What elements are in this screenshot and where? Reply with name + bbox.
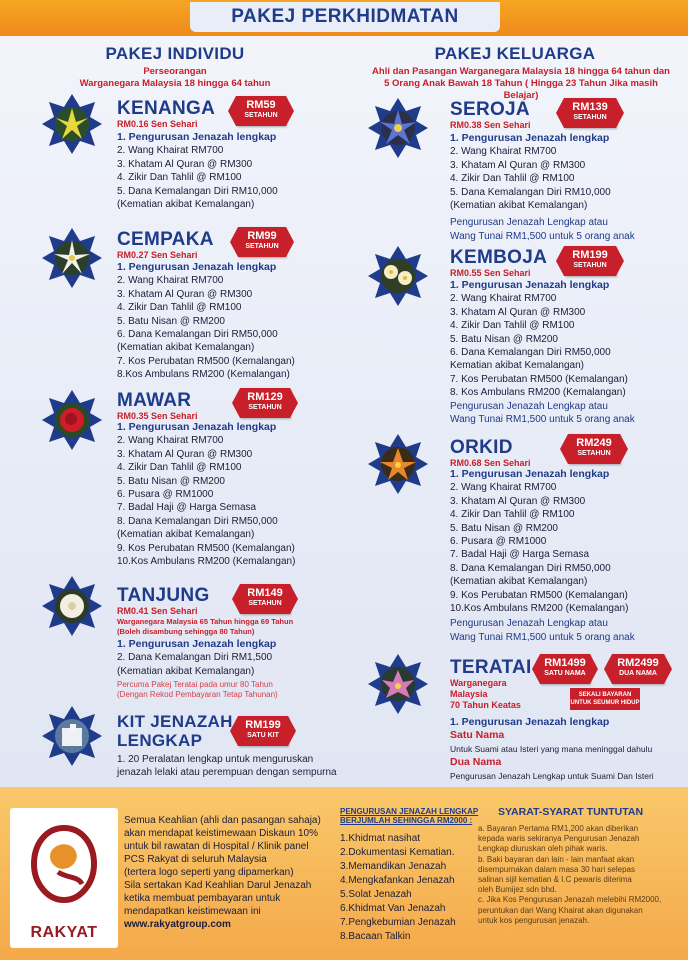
dua-nama-title: Dua Nama [450,756,502,769]
tanjung-period: SETAHUN [248,600,282,607]
logo-text: RAKYAT [30,924,98,941]
syarat-item: salinan sijil kematian & I.C pewaris diterima [478,875,632,885]
kemboja-price-ribbon [564,246,616,276]
syarat-item: oleh Bumijez sdn bhd. [478,885,557,895]
info-line: PCS Rakyat di seluruh Malaysia [124,854,267,865]
benefit-item: 1. Pengurusan Jenazah lengkap [117,421,277,433]
benefit-item: 7. Badal Haji @ Harga Semasa [450,549,590,561]
mawar-price-ribbon [240,388,290,418]
seroja-period: SETAHUN [573,114,607,121]
mawar-benefits [117,421,295,568]
info-line: ketika membuat pembayaran untuk [124,893,281,904]
benefit-item: (Kematian akibat Kemalangan) [117,665,255,677]
syarat-item: b. Baki bayaran dan lain - lain manfaat akan [478,854,635,864]
benefit-item: 6. Pusara @ RM1000 [117,489,214,501]
tanjung-benefits [117,638,276,678]
service-item: 8.Bacaan Talkin [340,931,411,942]
benefit-item: 1. 20 Peralatan lengkap untuk menguruskan [117,754,314,765]
benefit-item: 2. Wang Khairat RM700 [450,482,557,494]
tanjung-rate: RM0.41 Sen Sehari [117,606,198,616]
syarat-list [478,824,661,926]
benefit-item: 8. Kos Ambulans RM200 (Kemalangan) [450,387,626,399]
kit-price-ribbon [238,716,288,746]
teratai-price-dua: RM2499 [617,657,659,669]
syarat-item: c. Jika Kos Pengurusan Jenazah melebihi RM2000, [478,895,662,905]
benefit-item: 2. Wang Khairat RM700 [117,275,224,287]
service-item: 3.Memandikan Jenazah [340,861,447,872]
service-item: 5.Solat Jenazah [340,889,412,900]
service-item: 7.Pengkebumian Jenazah [340,917,456,928]
tanjung-flower-icon [40,574,104,638]
discount-info [124,814,321,931]
benefit-item: (Kematian akibat Kemalangan) [117,199,255,211]
benefit-item: 7. Kos Perubatan RM500 (Kemalangan) [450,373,628,385]
tanjung-eligibility: Warganegara Malaysia 65 Tahun hingga 69 Tahun [117,617,294,626]
seroja-benefits [450,132,635,243]
teratai-name: TERATAI [450,657,532,678]
alternative-option: Pengurusan Jenazah Lengkap atau [450,217,608,229]
individu-sub2: Warganegara Malaysia 18 hingga 64 tahun [79,78,271,89]
teratai-benefits [450,716,654,783]
benefit-item: 5. Dana Kemalangan Diri RM10,000 [117,185,278,197]
rakyat-logo [10,808,118,948]
website-link[interactable]: www.rakyatgroup.com [124,919,231,930]
kemboja-benefits [450,279,635,426]
kenanga-name: KENANGA [117,98,216,119]
benefit-item: 1. Pengurusan Jenazah lengkap [117,638,277,650]
orkid-rate: RM0.68 Sen Sehari [450,458,531,468]
kenanga-benefits [117,131,278,211]
teratai-period-dua: DUA NAMA [619,670,657,677]
benefit-item: 4. Zikir Dan Tahlil @ RM100 [450,509,575,521]
satu-nama-text: Untuk Suami atau Isteri yang mana meninggal dahulu [450,743,653,754]
benefit-item: 8. Dana Kemalangan Diri RM50,000 [117,515,278,527]
mawar-price: RM129 [247,391,283,403]
benefit-item: 3. Khatam Al Quran @ RM300 [117,158,253,170]
benefit-item: 8. Dana Kemalangan Diri RM50,000 [450,562,611,574]
benefit-item: Kematian akibat Kemalangan) [450,360,584,372]
tanjung-name: TANJUNG [117,585,210,606]
teratai-eligibility: 70 Tahun Keatas [450,700,521,710]
cempaka-benefits [117,261,295,382]
syarat-item: untuk kos pengurusan jenazah. [478,915,590,925]
kenanga-rate: RM0.16 Sen Sehari [117,119,198,129]
benefit-item: 3. Khatam Al Quran @ RM300 [117,288,253,300]
mawar-flower-icon [40,388,104,452]
keluarga-sub1: Ahli dan Pasangan Warganegara Malaysia 18 hingga 64 tahun dan [372,66,670,77]
kenanga-price-ribbon [236,96,286,126]
lifetime-text: UNTUK SEUMUR HIDUP [570,700,640,706]
syarat-item: disempurnakan dalam masa 30 hari selepas [478,864,635,874]
benefit-item: 1. Pengurusan Jenazah lengkap [450,716,610,728]
cempaka-rate: RM0.27 Sen Sehari [117,250,198,260]
orkid-name: ORKID [450,437,513,458]
benefit-item: 5. Batu Nisan @ RM200 [117,315,225,327]
seroja-price-ribbon [564,98,616,128]
benefit-item: (Kematian akibat Kemalangan) [450,576,588,588]
benefit-item: (Kematian akibat Kemalangan) [117,342,255,354]
tanjung-note: (Dengan Rekod Pembayaran Tetap Tahunan) [117,690,278,699]
tanjung-price: RM149 [247,587,283,599]
dua-nama-text: Pengurusan Jenazah Lengkap untuk Suami Dan Isteri [450,770,654,781]
page-title: PAKEJ PERKHIDMATAN [190,2,500,32]
benefit-item: jenazah lelaki atau perempuan dengan sempurna [117,767,337,779]
benefit-item: 3. Khatam Al Quran @ RM300 [450,495,586,507]
kemboja-name: KEMBOJA [450,247,548,268]
info-line: akan mendapat keistimewaan Diskaun 10% [124,828,318,839]
teratai-price-dua-ribbon [612,654,664,684]
benefit-item: 1. Pengurusan Jenazah lengkap [117,131,277,143]
info-line: untuk bil rawatan di Hospital / Klinik panel [124,841,309,852]
benefit-item: 2. Wang Khairat RM700 [117,145,224,157]
alternative-option: Pengurusan Jenazah Lengkap atau [450,618,608,630]
orkid-period: SETAHUN [577,450,611,457]
benefit-item: (Kematian akibat Kemalangan) [450,200,588,212]
benefit-item: 4. Zikir Dan Tahlil @ RM100 [117,302,242,314]
tanjung-note: Percuma Pakej Teratai pada umur 80 Tahun [117,680,273,689]
benefit-item: 4. Zikir Dan Tahlil @ RM100 [117,172,242,184]
tanjung-price-ribbon [240,584,290,614]
cempaka-name: CEMPAKA [117,229,214,250]
individu-sub1: Perseorangan [143,66,207,77]
benefit-item: 9. Kos Perubatan RM500 (Kemalangan) [117,542,295,554]
pengurusan-heading: BERJUMLAH SEHINGGA RM2000 : [340,816,473,825]
service-item: 6.Khidmat Van Jenazah [340,903,446,914]
benefit-item: 7. Badal Haji @ Harga Semasa [117,502,257,514]
kemboja-rate: RM0.55 Sen Sehari [450,268,531,278]
alternative-option: Pengurusan Jenazah Lengkap atau [450,400,608,412]
seroja-price: RM139 [572,101,608,113]
orkid-price-ribbon [568,434,620,464]
kit-benefits [117,753,337,780]
benefit-item: 1. Pengurusan Jenazah lengkap [450,132,610,144]
teratai-lifetime-badge [570,688,640,710]
lifetime-text: SEKALI BAYARAN [578,692,632,698]
alternative-option: Wang Tunai RM1,500 untuk 5 orang anak [450,631,635,643]
kemboja-period: SETAHUN [573,262,607,269]
cempaka-period: SETAHUN [245,243,279,250]
benefit-item: 10.Kos Ambulans RM200 (Kemalangan) [117,556,296,568]
kenanga-flower-icon [40,92,104,156]
benefit-item: 1. Pengurusan Jenazah lengkap [450,468,610,480]
seroja-name: SEROJA [450,99,530,120]
benefit-item: 5. Batu Nisan @ RM200 [117,475,225,487]
info-line: Sila sertakan Kad Keahlian Darul Jenazah [124,880,312,891]
benefit-item: 6. Pusara @ RM1000 [450,536,547,548]
seroja-flower-icon [366,96,430,160]
individu-title: PAKEJ INDIVIDU [105,44,245,63]
benefit-item: 6. Dana Kemalangan Diri RM50,000 [450,347,611,359]
kit-price: RM199 [245,719,281,731]
mawar-rate: RM0.35 Sen Sehari [117,411,198,421]
alternative-option: Wang Tunai RM1,500 untuk 5 orang anak [450,230,635,242]
benefit-item: 10.Kos Ambulans RM200 (Kemalangan) [450,603,629,615]
benefit-item: 4. Zikir Dan Tahlil @ RM100 [450,173,575,185]
alternative-option: Wang Tunai RM1,500 untuk 5 orang anak [450,414,635,426]
benefit-item: 6. Dana Kemalangan Diri RM50,000 [117,329,278,341]
benefit-item: 2. Wang Khairat RM700 [450,293,557,305]
benefit-item: (Kematian akibat Kemalangan) [117,529,255,541]
cempaka-price: RM99 [247,230,277,242]
benefit-item: 2. Dana Kemalangan Diri RM1,500 [117,652,273,664]
syarat-title: SYARAT-SYARAT TUNTUTAN [498,806,644,818]
syarat-item: a. Bayaran Pertama RM1,200 akan diberikan [478,824,639,833]
benefit-item: 4. Zikir Dan Tahlil @ RM100 [450,320,575,332]
satu-nama-title: Satu Nama [450,729,505,742]
benefit-item: 3. Khatam Al Quran @ RM300 [450,306,586,318]
kemboja-flower-icon [366,244,430,308]
benefit-item: 5. Batu Nisan @ RM200 [450,522,558,534]
kit-jenazah-icon [40,704,104,768]
mawar-name: MAWAR [117,390,192,411]
kit-name: KIT JENAZAH [117,712,233,731]
benefit-item: 2. Wang Khairat RM700 [117,435,224,447]
benefit-item: 3. Khatam Al Quran @ RM300 [450,159,586,171]
teratai-eligibility: Warganegara [450,678,507,688]
kenanga-price: RM59 [246,99,276,111]
teratai-eligibility: Malaysia [450,689,488,699]
pengurusan-heading: PENGURUSAN JENAZAH LENGKAP [340,807,479,816]
info-line: (tertera logo seperti yang dipamerkan) [124,867,294,878]
keluarga-sub2: 5 Orang Anak Bawah 18 Tahun ( Hingga 23 Tahun Jika masih Belajar) [384,78,658,101]
benefit-item: 2. Wang Khairat RM700 [450,146,557,158]
teratai-period-satu: SATU NAMA [544,670,586,677]
pengurusan-list [340,832,456,944]
teratai-price-satu-ribbon [540,654,590,684]
keluarga-title: PAKEJ KELUARGA [434,44,596,63]
orkid-benefits [450,468,635,644]
service-item: 4.Mengkafankan Jenazah [340,875,455,886]
benefit-item: 8.Kos Ambulans RM200 (Kemalangan) [117,369,290,381]
service-item: 2.Dokumentasi Kematian. [340,847,455,858]
kit-name-2: LENGKAP [117,731,203,750]
info-line: mendapatkan keistimewaan ini [124,906,261,917]
cempaka-flower-icon [40,226,104,290]
syarat-item: kepada waris sekiranya Pengurusan Jenazah [478,834,640,844]
cempaka-price-ribbon [238,227,286,257]
benefit-item: 1. Pengurusan Jenazah lengkap [450,279,610,291]
service-item: 1.Khidmat nasihat [340,833,421,844]
orkid-flower-icon [366,432,430,496]
orkid-price: RM249 [576,437,612,449]
benefit-item: 1. Pengurusan Jenazah lengkap [117,261,277,273]
rakyat-logo-icon [28,822,100,908]
syarat-item: Lengkap diuruskan oleh pihak waris. [478,844,608,854]
benefit-item: 7. Kos Perubatan RM500 (Kemalangan) [117,355,295,367]
benefit-item: 5. Dana Kemalangan Diri RM10,000 [450,186,611,198]
syarat-item: peruntukan dari Wang Khairat akan digunakan [478,905,643,915]
info-line: Semua Keahlian (ahli dan pasangan sahaja) [124,815,321,826]
benefit-item: 4. Zikir Dan Tahlil @ RM100 [117,462,242,474]
teratai-flower-icon [366,652,430,716]
tanjung-extension: (Boleh disambung sehingga 80 Tahun) [117,627,255,636]
benefit-item: 9. Kos Perubatan RM500 (Kemalangan) [450,589,628,601]
seroja-rate: RM0.38 Sen Sehari [450,120,531,130]
teratai-price-satu: RM1499 [544,657,586,669]
mawar-period: SETAHUN [248,404,282,411]
kenanga-period: SETAHUN [244,112,278,119]
benefit-item: 3. Khatam Al Quran @ RM300 [117,448,253,460]
benefit-item: 5. Batu Nisan @ RM200 [450,333,558,345]
kit-period: SATU KIT [247,732,279,739]
kemboja-price: RM199 [572,249,608,261]
